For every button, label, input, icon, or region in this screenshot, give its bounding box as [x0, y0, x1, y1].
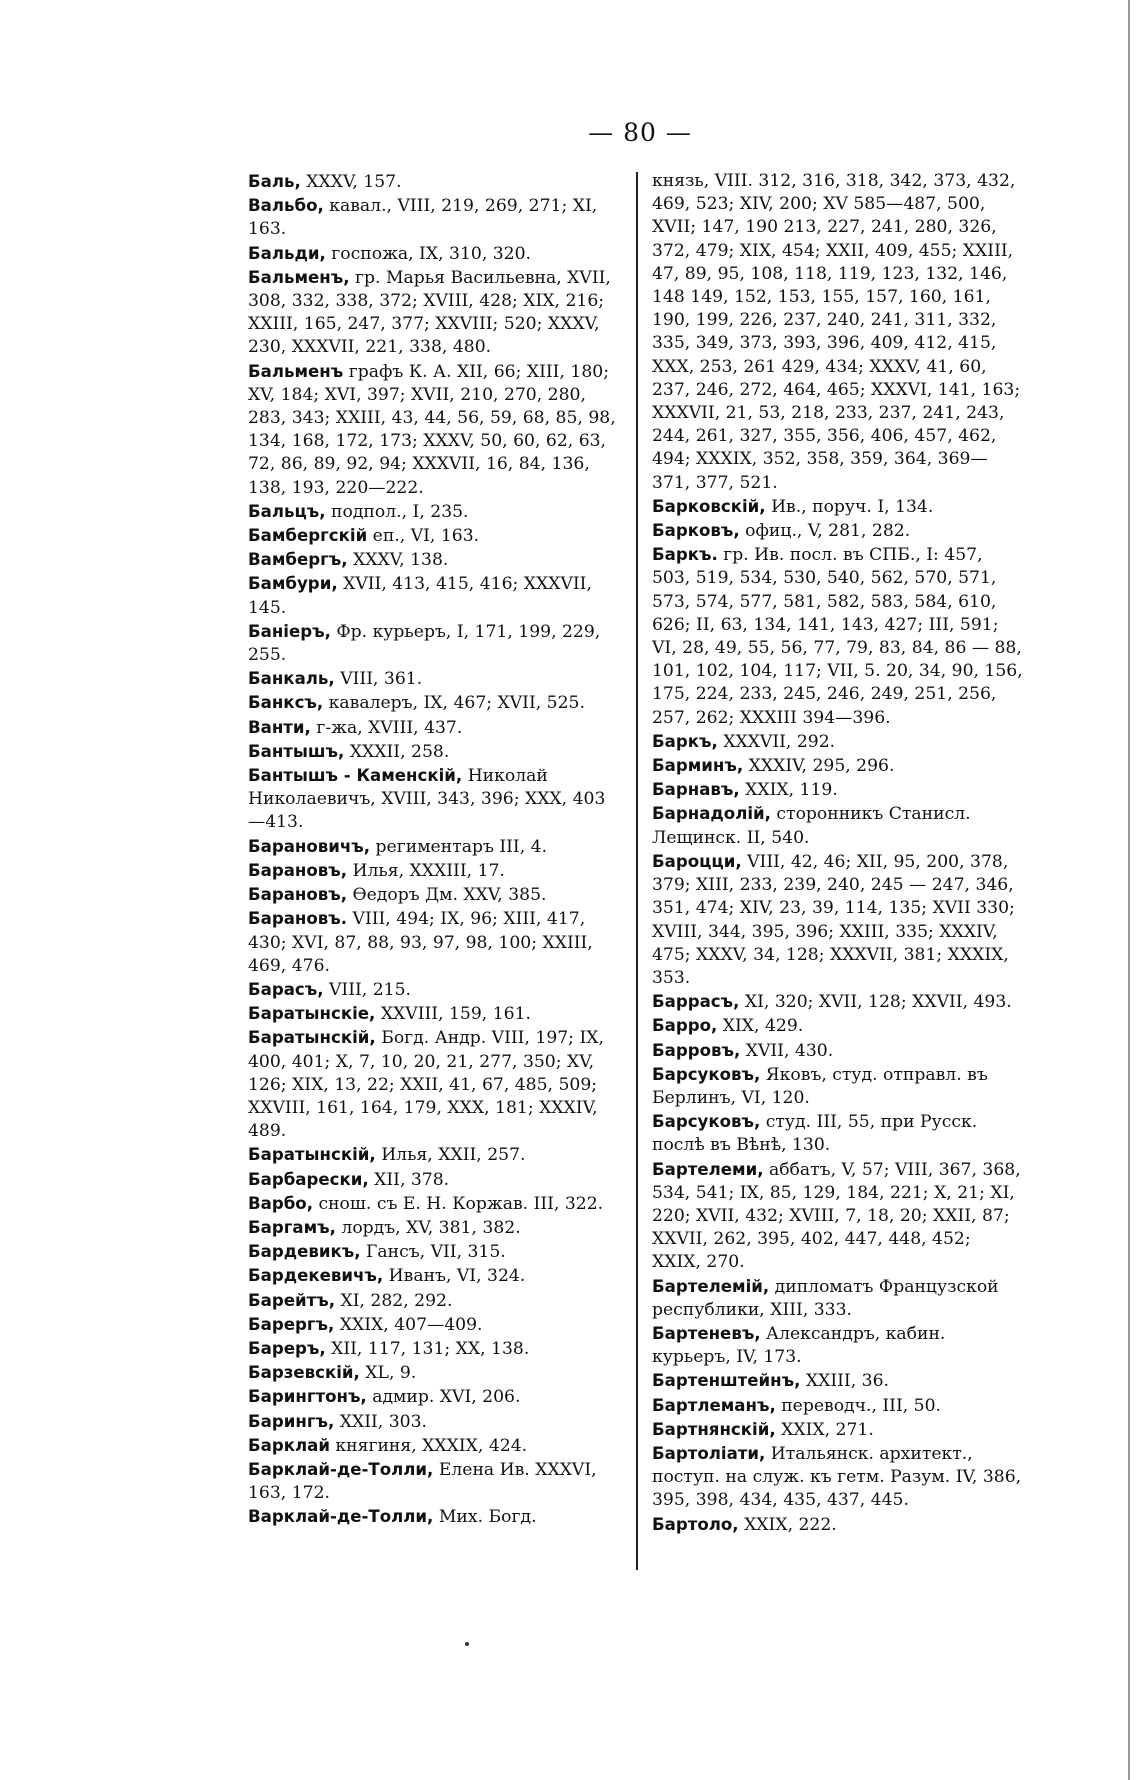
entry-name: Ванти, — [248, 717, 311, 737]
entry-name: Баніеръ, — [248, 621, 331, 641]
entry-name: Барановичъ, — [248, 836, 371, 856]
entry-references: XXIII, 36. — [800, 1371, 889, 1392]
index-entry — [652, 1369, 1024, 1393]
entry-references: кавалеръ, IX, 467; XVII, 525. — [323, 693, 585, 714]
index-entry — [248, 883, 616, 907]
index-entry — [248, 266, 616, 360]
entry-references: аббатъ, V, 57; VIII, 367, 368, 534, 541; IX, 85, 129, 184, 221; X, 21; XI, 220; XVII, 432; XVIII, 7, 18, 20; XXII, 87; XXVII, 262, 395, 402, 447, 448, 452; XXIX, 270. — [652, 1159, 1021, 1273]
entry-references: XI, 320; XVII, 128; XXVII, 493. — [739, 992, 1012, 1013]
entry-name: Бартенштейнъ, — [652, 1371, 801, 1391]
entry-references: VIII, 361. — [334, 669, 423, 690]
entry-name: Барановъ, — [248, 860, 348, 880]
entry-references: XIX, 429. — [717, 1016, 804, 1037]
entry-references: г-жа, XVIII, 437. — [310, 717, 463, 738]
entry-name: Бартеневъ, — [652, 1323, 761, 1343]
entry-name: Бартелемій, — [652, 1276, 770, 1296]
entry-references: XII, 378. — [368, 1169, 450, 1190]
entry-references: госпожа, IX, 310, 320. — [325, 243, 532, 264]
entry-references: Мих. Богд. — [433, 1507, 537, 1528]
entry-references: Елена Ив. XXXVI, 163, 172. — [248, 1459, 597, 1504]
entry-references: XXXV, 157. — [300, 172, 402, 192]
entry-references: переводч., III, 50. — [775, 1395, 942, 1416]
index-entry — [248, 524, 616, 548]
index-entry — [248, 1240, 616, 1264]
index-entry — [248, 1313, 616, 1337]
entry-name: Бамбергскій — [248, 526, 368, 546]
entry-references: XXXV, 138. — [347, 550, 449, 571]
index-column-left — [248, 170, 616, 1530]
index-entry — [652, 850, 1024, 990]
entry-references: князь, VIII. 312, 316, 318, 342, 373, 432, 469, 523; XIV, 200; XV 585—487, 500, XVII; 147, 190 213, 227, 241, 280, 326, 372, 479; XIX, 454; XXII, 409, 455; XXIII, 47, 89, 95, 108, 118, 119, 123, 132, 146, 148 149, 152, 153, 155, 157, 160, 161, 190, 199, 226, 237, 240, 241, 311, 332, 335, 349, 373, 393, 396, 409, 412, 415, XXX, 253, 261 429, 434; XXXV, 41, 60, 237, 246, 272, 464, 465; XXXVI, 141, 163; XXXVII, 21, 53, 218, 233, 237, 241, 243, 244, 261, 327, 355, 356, 406, 457, 462, 494; XXXIX, 352, 358, 359, 364, 369—371, 377, 521. — [652, 171, 1021, 493]
page-number: — 80 — — [588, 118, 692, 147]
entry-references: XL, 9. — [359, 1363, 417, 1384]
index-entry — [248, 667, 616, 691]
index-entry — [248, 1337, 616, 1361]
entry-references: VIII, 215. — [323, 979, 411, 1000]
index-entry — [248, 242, 616, 266]
index-entry — [652, 170, 1024, 495]
index-entry — [248, 740, 616, 764]
entry-name: Барклай — [248, 1435, 330, 1455]
entry-references: Фр. курьеръ, I, 171, 199, 229, 255. — [248, 621, 601, 666]
entry-name: Бальди, — [248, 243, 326, 263]
page-dot — [465, 1642, 469, 1646]
entry-name: Барергъ, — [248, 1314, 335, 1334]
entry-references: VIII, 42, 46; XII, 95, 200, 378, 379; XIII, 233, 239, 240, 245 — 247, 346, 351, 474; XIV, 23, 39, 114, 135; XVII 330; XVIII, 344, 395, 396; XXIII, 335; XXXIV, 475; XXXV, 34, 128; XXXVII, 381; XXXIX, 353. — [652, 851, 1015, 988]
index-entry — [248, 170, 616, 194]
index-entry — [652, 1063, 1024, 1110]
entry-name: Банксъ, — [248, 693, 324, 713]
entry-references: Александръ, кабин. курьеръ, IV, 173. — [652, 1323, 946, 1368]
entry-name: Бардевикъ, — [248, 1242, 361, 1262]
entry-name: Бардекевичъ, — [248, 1266, 384, 1286]
entry-name: Бальцъ, — [248, 501, 326, 521]
entry-name: Барбарески, — [248, 1169, 369, 1189]
index-entry — [248, 1143, 616, 1167]
entry-references: XVII, 430. — [740, 1040, 834, 1061]
entry-name: Барингтонъ, — [248, 1387, 367, 1407]
index-entry — [652, 1394, 1024, 1418]
index-entry — [652, 754, 1024, 778]
entry-references: XXIX, 222. — [738, 1514, 837, 1535]
entry-references: Итальянск. архитект., поступ. на служ. къ гетм. Разум. IV, 386, 395, 398, 434, 435, 437, 445. — [652, 1443, 1022, 1511]
index-entry — [248, 1410, 616, 1434]
index-entry — [652, 1442, 1024, 1513]
entry-name: Бальменъ — [248, 361, 344, 381]
entry-references: подпол., I, 235. — [325, 501, 469, 522]
entry-name: Барасъ, — [248, 979, 324, 999]
entry-references: Илья, XXXIII, 17. — [347, 860, 505, 881]
entry-name: Бамбури, — [248, 574, 338, 594]
entry-name: Бартлеманъ, — [652, 1395, 776, 1415]
entry-name: Барановъ, — [248, 885, 348, 905]
index-entry — [248, 835, 616, 859]
index-entry — [652, 1039, 1024, 1063]
entry-references: XXVIII, 159, 161. — [375, 1004, 532, 1025]
entry-references: адмир. XVI, 206. — [366, 1387, 521, 1408]
entry-references: гр. Ив. посл. въ СПБ., I: 457, 503, 519, 534, 530, 540, 562, 570, 571, 573, 574, 577, 581, 582, 583, 584, 610, 626; II, 63, 134, 141, 143, 427; III, 591; VI, 28, 49, 55, 56, 77, 79, 83, 84, 86 — 88, 101, 102, 104, 117; VII, 5. 20, 34, 90, 156, 175, 224, 233, 245, 246, 249, 251, 256, 257, 262; XXXIII 394—396. — [652, 545, 1023, 728]
index-entry — [248, 1026, 616, 1143]
entry-references: кавал., VIII, 219, 269, 271; XI, 163. — [248, 196, 598, 240]
index-entry — [652, 990, 1024, 1014]
index-entry — [652, 1014, 1024, 1038]
index-entry — [248, 620, 616, 667]
index-entry — [652, 495, 1024, 519]
entry-name: Баратынскій, — [248, 1028, 376, 1048]
entry-name: Баррасъ, — [652, 992, 740, 1012]
entry-references: Гансъ, VII, 315. — [360, 1242, 506, 1263]
entry-references: офиц., V, 281, 282. — [739, 521, 911, 542]
entry-name: Барсуковъ, — [652, 1112, 761, 1132]
entry-name: Барановъ. — [248, 909, 348, 929]
index-entry — [248, 1002, 616, 1026]
index-entry — [248, 1192, 616, 1216]
index-entry — [652, 1158, 1024, 1275]
entry-references: дипломатъ Французской республики, XIII, 333. — [652, 1276, 999, 1320]
entry-name: Бартнянскій, — [652, 1419, 776, 1439]
entry-references: Яковъ, студ. отправл. въ Берлинъ, VI, 120. — [652, 1064, 988, 1108]
index-entry — [248, 1458, 616, 1505]
index-entry — [248, 194, 616, 241]
entry-references: княгиня, XXXIX, 424. — [329, 1435, 528, 1456]
entry-references: XXXII, 258. — [344, 741, 450, 762]
entry-name: Варбо, — [248, 1193, 314, 1213]
index-entry — [652, 730, 1024, 754]
entry-name: Барклай-де-Толли, — [248, 1459, 434, 1479]
entry-name: Банкаль, — [248, 669, 335, 689]
entry-name: Барзевскій, — [248, 1363, 360, 1383]
index-entry — [652, 1322, 1024, 1369]
entry-name: Вальбо, — [248, 196, 324, 216]
entry-name: Бантышъ, — [248, 741, 345, 761]
entry-references: XI, 282, 292. — [335, 1290, 453, 1311]
index-entry — [248, 1216, 616, 1240]
column-divider — [636, 172, 638, 1570]
entry-name: Бартоліати, — [652, 1443, 766, 1463]
index-entry — [248, 1289, 616, 1313]
entry-references: XVII, 413, 415, 416; XXXVII, 145. — [248, 574, 592, 618]
entry-references: Өедоръ Дм. XXV, 385. — [347, 885, 547, 906]
index-entry — [248, 360, 616, 500]
entry-references: XXII, 303. — [334, 1411, 427, 1432]
entry-references: гр. Марья Васильевна, XVII, 308, 332, 338, 372; XVIII, 428; XIX, 216; XXIII, 165, 247, 377; XXVIII; 520; XXXV, 230, XXXVII, 221, 338, 480. — [248, 267, 611, 358]
index-entry — [248, 1361, 616, 1385]
index-entry — [248, 907, 616, 978]
entry-references: Иванъ, VI, 324. — [383, 1266, 526, 1287]
entry-references: VIII, 494; IX, 96; XIII, 417, 430; XVI, 87, 88, 93, 97, 98, 100; XXIII, 469, 476. — [248, 909, 593, 976]
index-entry — [652, 519, 1024, 543]
entry-name: Варклай-де-Толли, — [248, 1507, 434, 1527]
index-entry — [248, 764, 616, 835]
index-entry — [248, 691, 616, 715]
index-entry — [248, 1168, 616, 1192]
entry-name: Барровъ, — [652, 1040, 741, 1060]
entry-name: Барнадолій, — [652, 804, 771, 824]
entry-name: Барминъ, — [652, 756, 744, 776]
entry-references: XXIX, 407—409. — [334, 1314, 483, 1335]
entry-references: студ. III, 55, при Русск. послѣ въ Вѣнѣ, 130. — [652, 1112, 978, 1156]
index-entry — [652, 802, 1024, 849]
entry-name: Баргамъ, — [248, 1217, 336, 1237]
entry-name: Бальменъ, — [248, 267, 350, 287]
entry-references: еп., VI, 163. — [367, 526, 480, 547]
index-entry — [652, 1110, 1024, 1157]
entry-references: XXXVII, 292. — [717, 731, 836, 752]
entry-references: Илья, XXII, 257. — [375, 1145, 526, 1166]
entry-references: XXIX, 271. — [775, 1419, 874, 1440]
entry-references: графъ К. А. XII, 66; XIII, 180; XV, 184; XVI, 397; XVII, 210, 270, 280, 283, 343; XXIII, 43, 44, 56, 59, 68, 85, 98, 134, 168, 172, 173; XXXV, 50, 60, 62, 63, 72, 86, 89, 92, 94; XXXVII, 16, 84, 136, 138, 193, 220—222. — [248, 361, 616, 498]
entry-name: Бантышъ - Каменскій, — [248, 766, 463, 786]
entry-references: XII, 117, 131; XX, 138. — [325, 1338, 530, 1359]
entry-references: Богд. Андр. VIII, 197; IX, 400, 401; X, 7, 10, 20, 21, 277, 350; XV, 126; XIX, 13, 22; XXII, 41, 67, 485, 509; XXVIII, 161, 164, 179, XXX, 181; XXXIV, 489. — [248, 1028, 604, 1142]
index-entry — [248, 978, 616, 1002]
entry-references: сторонникъ Станисл. Лещинск. II, 540. — [652, 804, 971, 848]
entry-references: снош. съ Е. Н. Коржав. III, 322. — [313, 1193, 604, 1214]
index-column-right — [652, 170, 1024, 1537]
entry-name: Баркъ. — [652, 545, 718, 565]
index-entry — [652, 1513, 1024, 1537]
index-entry — [652, 543, 1024, 730]
index-entry — [248, 859, 616, 883]
index-entry — [652, 778, 1024, 802]
entry-name: Баль, — [248, 172, 301, 191]
entry-name: Баратынскіе, — [248, 1004, 376, 1024]
entry-name: Барковъ, — [652, 521, 740, 541]
entry-name: Барейтъ, — [248, 1290, 335, 1310]
index-entry — [248, 716, 616, 740]
entry-references: Николай Николаевичъ, XVIII, 343, 396; XXX, 403—413. — [248, 766, 606, 833]
entry-name: Барковскій, — [652, 496, 766, 516]
entry-name: Бареръ, — [248, 1338, 326, 1358]
entry-references: XXIX, 119. — [739, 780, 838, 801]
entry-references: региментаръ III, 4. — [370, 836, 548, 857]
index-entry — [248, 1264, 616, 1288]
page-edge-line — [1128, 0, 1130, 1780]
index-entry — [248, 572, 616, 619]
entry-references: XXXIV, 295, 296. — [743, 756, 895, 777]
entry-name: Бартоло, — [652, 1514, 739, 1534]
index-entry — [248, 1385, 616, 1409]
index-entry — [652, 1418, 1024, 1442]
entry-references: лордъ, XV, 381, 382. — [335, 1217, 521, 1238]
entry-name: Бартелеми, — [652, 1159, 764, 1179]
index-entry — [248, 1434, 616, 1458]
entry-name: Баркъ, — [652, 731, 718, 751]
entry-name: Барсуковъ, — [652, 1064, 761, 1084]
entry-references: Ив., поруч. I, 134. — [765, 496, 934, 517]
entry-name: Вамбергъ, — [248, 550, 348, 570]
entry-name: Бароцци, — [652, 851, 742, 871]
index-entry — [248, 548, 616, 572]
index-entry — [248, 1505, 616, 1529]
entry-name: Баратынскій, — [248, 1145, 376, 1165]
entry-name: Барро, — [652, 1016, 718, 1036]
entry-name: Барингъ, — [248, 1411, 335, 1431]
index-entry — [248, 500, 616, 524]
entry-name: Барнавъ, — [652, 780, 740, 800]
index-entry — [652, 1275, 1024, 1322]
